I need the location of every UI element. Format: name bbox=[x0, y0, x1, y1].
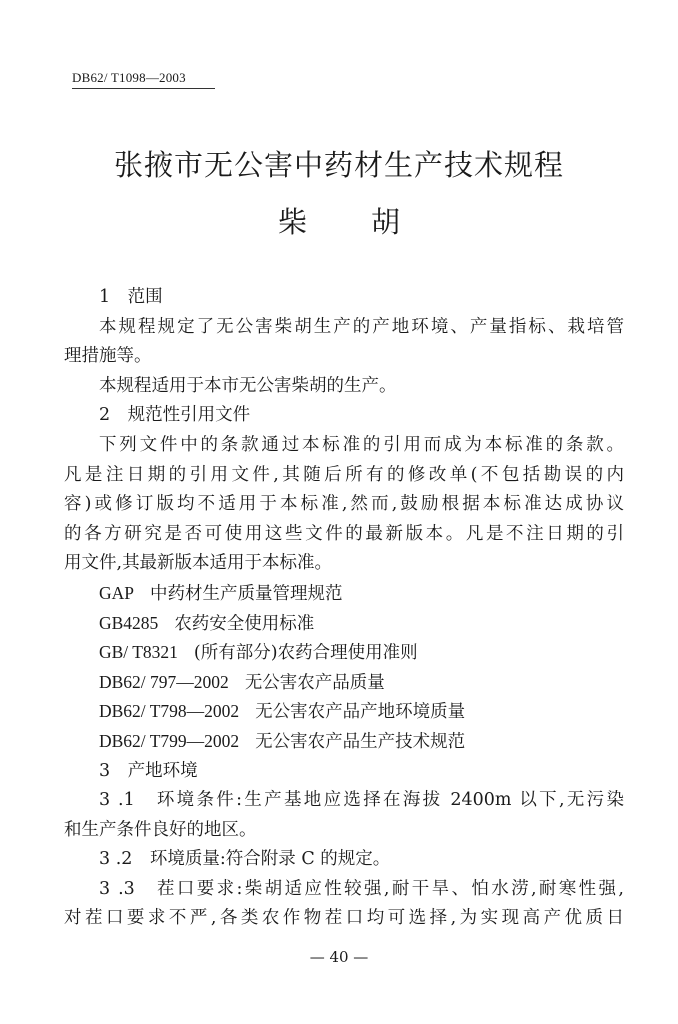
document-body bbox=[64, 283, 624, 934]
document-subtitle bbox=[0, 200, 678, 241]
paragraph-line: 和生产条件良好的地区。 bbox=[64, 819, 257, 840]
reference-title: 中药材生产质量管理规范 bbox=[150, 583, 343, 604]
reference-title: 农药安全使用标准 bbox=[174, 613, 315, 634]
subtitle-right-char: 胡 bbox=[371, 205, 401, 239]
page-number: — 40 — bbox=[309, 948, 369, 966]
reference-item bbox=[64, 697, 624, 727]
reference-code: DB62/ 797—2002 bbox=[99, 671, 229, 692]
reference-code: GB/ T8321 bbox=[99, 642, 178, 663]
reference-code: DB62/ T799—2002 bbox=[99, 730, 240, 751]
section-heading-environment: 3 产地环境 bbox=[99, 760, 198, 781]
reference-title: 无公害农产品产地环境质量 bbox=[255, 702, 466, 723]
paragraph-line: 凡是注日期的引用文件,其随后所有的修改单(不包括勘误的内 bbox=[64, 464, 624, 485]
paragraph-line: 用文件,其最新版本适用于本标准。 bbox=[64, 553, 333, 574]
paragraph-line: 本规程适用于本市无公害柴胡的生产。 bbox=[99, 375, 397, 396]
standard-code: DB62/ T1098—2003 bbox=[72, 70, 186, 85]
paragraph-line: 3 .1 环境条件:生产基地应选择在海拔 2400m 以下,无污染 bbox=[99, 790, 624, 811]
reference-title: 无公害农产品生产技术规范 bbox=[255, 731, 466, 752]
paragraph-line: 容)或修订版均不适用于本标准,然而,鼓励根据本标准达成协议 bbox=[64, 494, 624, 515]
paragraph-line: 3 .3 茬口要求:柴胡适应性较强,耐干旱、怕水涝,耐寒性强, bbox=[99, 878, 624, 899]
section-heading-references: 2 规范性引用文件 bbox=[99, 405, 251, 426]
paragraph-line: 的各方研究是否可使用这些文件的最新版本。凡是不注日期的引 bbox=[64, 523, 624, 544]
reference-item bbox=[64, 727, 624, 757]
paragraph-line: 理措施等。 bbox=[64, 346, 152, 367]
standard-code-underline bbox=[72, 88, 215, 89]
document-title: 张掖市无公害中药材生产技术规程 bbox=[113, 148, 564, 182]
section-heading-scope: 1 范围 bbox=[99, 287, 163, 307]
subtitle-left-char: 柴 bbox=[277, 205, 307, 239]
reference-item bbox=[64, 609, 624, 639]
paragraph-line: 本规程规定了无公害柴胡生产的产地环境、产量指标、栽培管 bbox=[99, 316, 624, 337]
reference-item bbox=[64, 579, 624, 609]
reference-code: DB62/ T798—2002 bbox=[99, 701, 240, 722]
reference-item bbox=[64, 668, 624, 698]
reference-title: 无公害农产品质量 bbox=[244, 672, 385, 693]
paragraph-line: 3 .2 环境质量:符合附录 C 的规定。 bbox=[99, 849, 391, 870]
paragraph-line: 下列文件中的条款通过本标准的引用而成为本标准的条款。 bbox=[99, 434, 624, 455]
reference-title: (所有部分)农药合理使用准则 bbox=[193, 643, 418, 664]
paragraph-line: 对茬口要求不严,各类农作物茬口均可选择,为实现高产优质日 bbox=[64, 908, 624, 929]
reference-item bbox=[64, 638, 624, 668]
reference-code: GB4285 bbox=[99, 612, 159, 633]
reference-code: GAP bbox=[99, 582, 135, 603]
